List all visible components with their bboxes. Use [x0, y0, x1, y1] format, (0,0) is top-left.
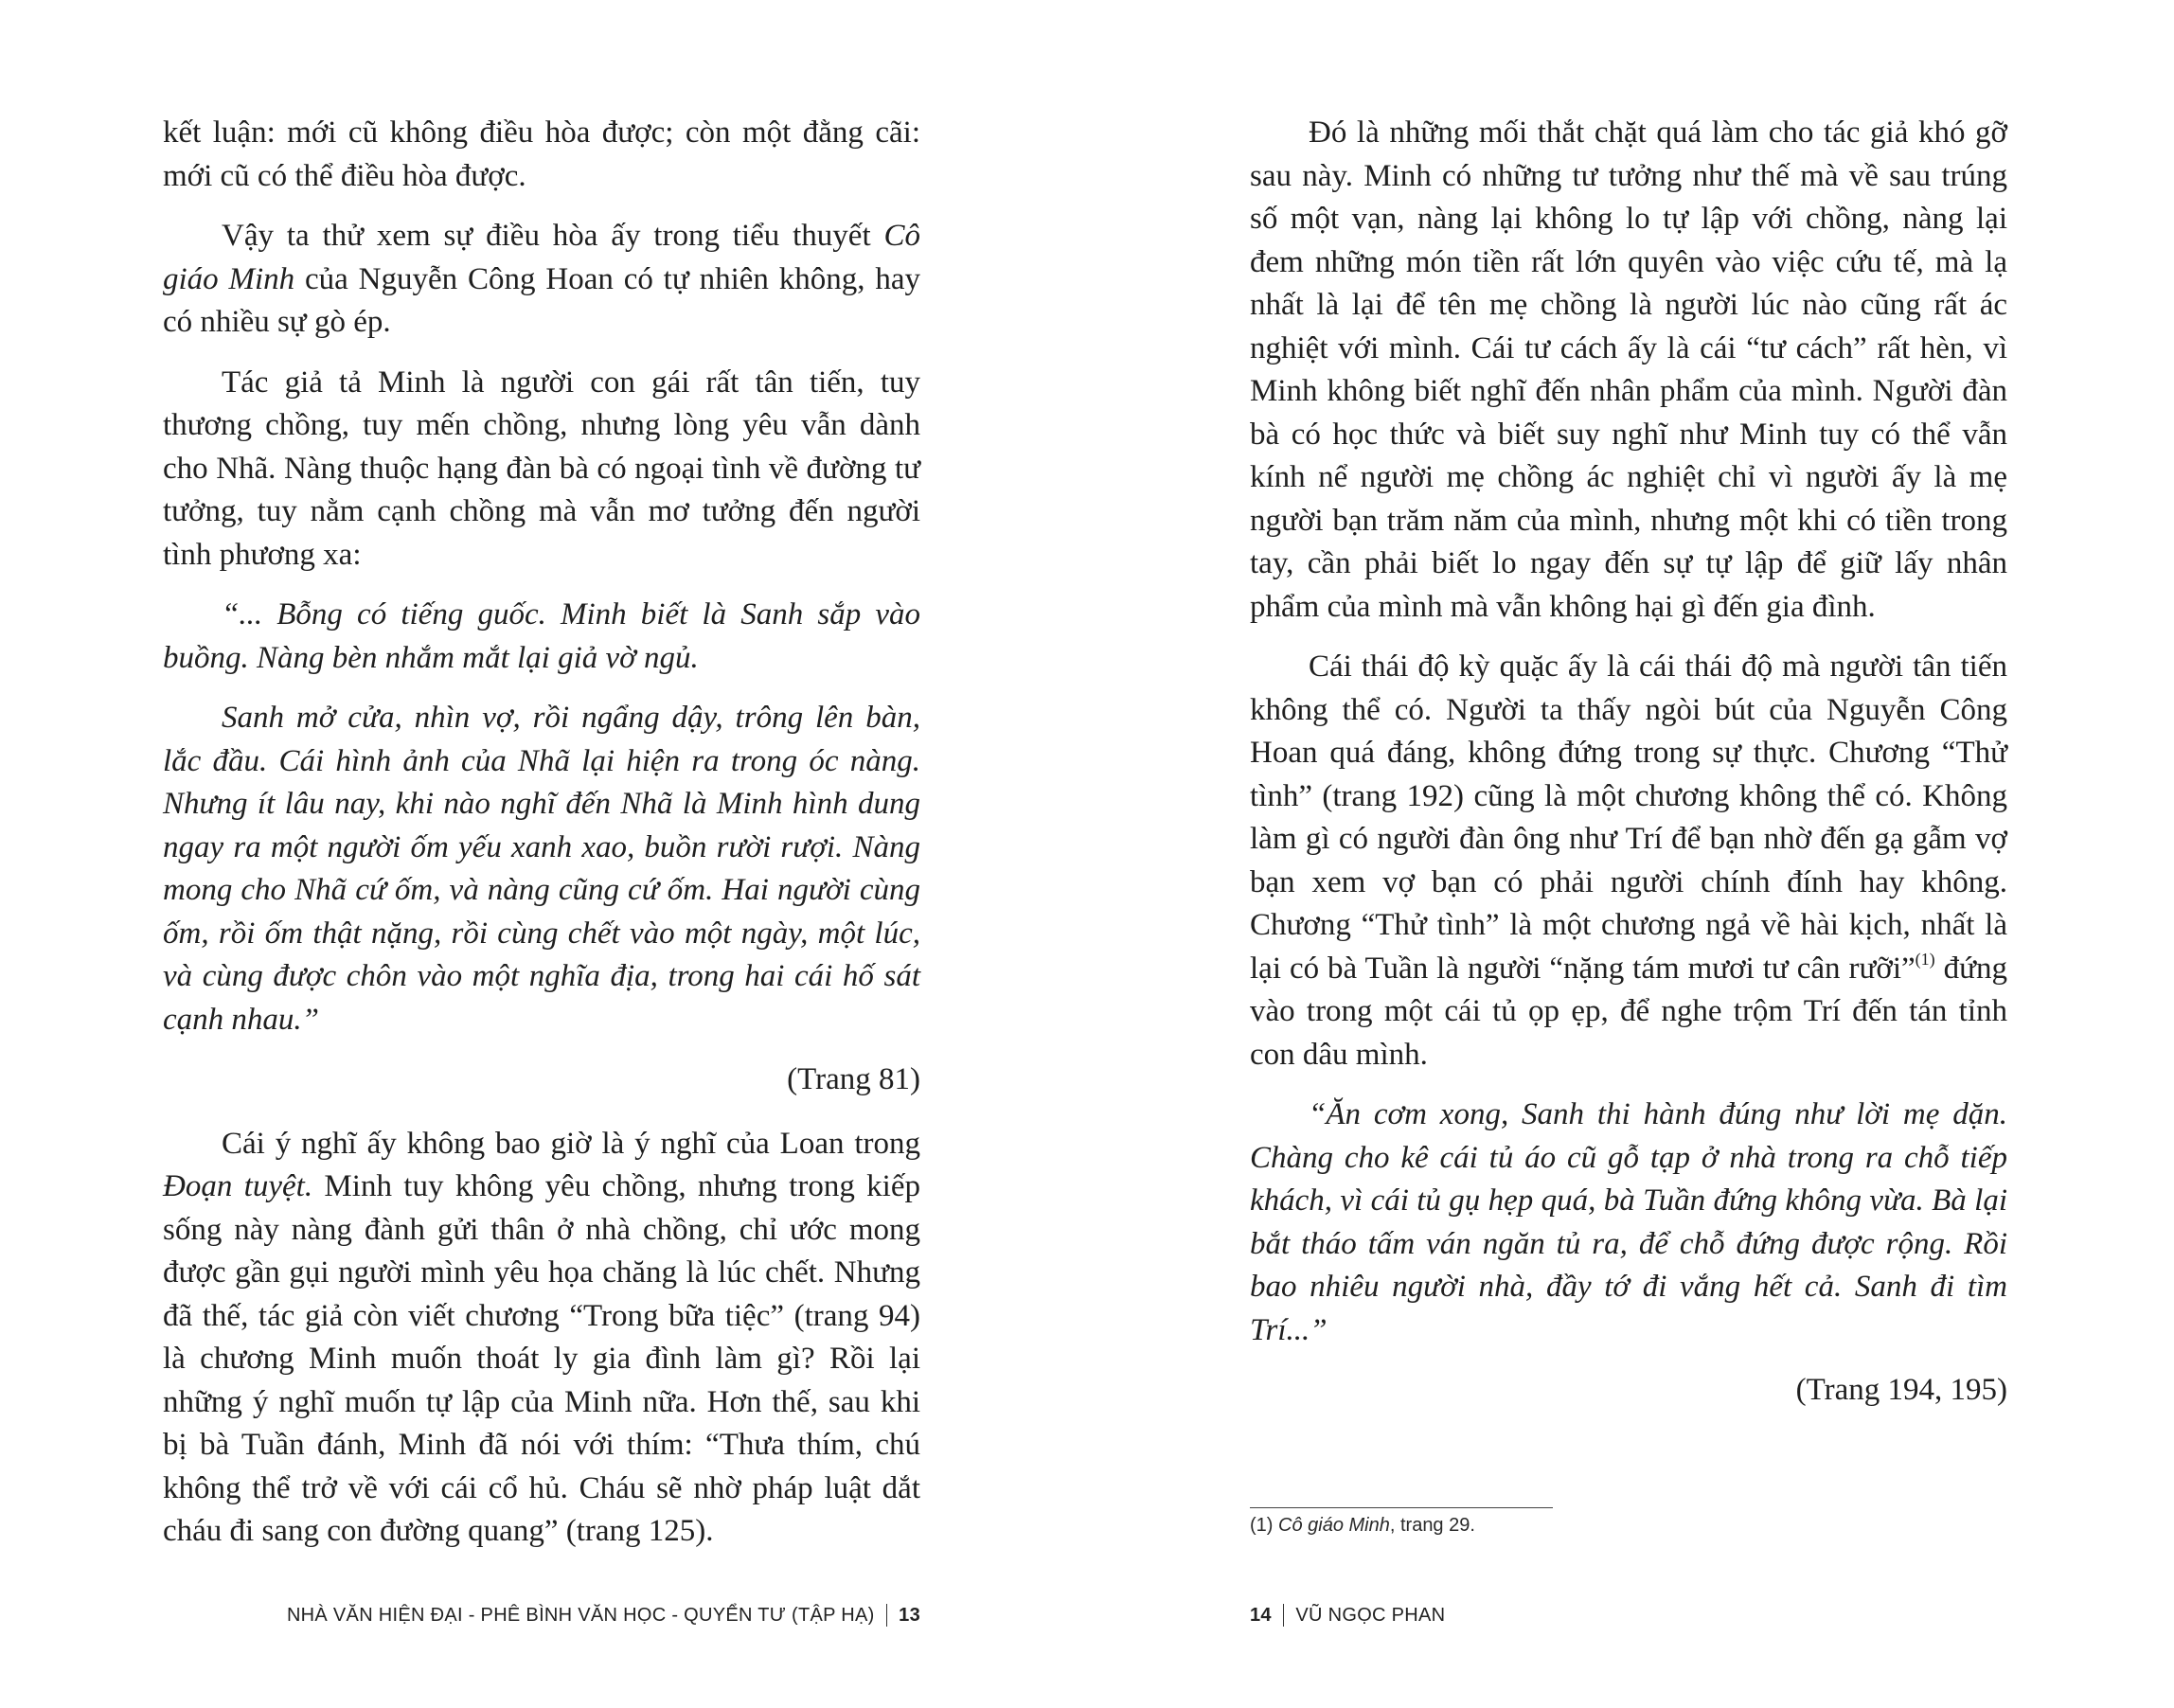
running-head-title: NHÀ VĂN HIỆN ĐẠI - PHÊ BÌNH VĂN HỌC - QUYỂN TƯ (TẬP HẠ): [286, 1604, 875, 1626]
footnote-rest: , trang 29.: [1389, 1515, 1475, 1536]
body-paragraph: Đó là những mối thắt chặt quá làm cho tác giả khó gỡ sau này. Minh có những tư tưởng như thế mà về sau trúng số một vạn, nàng lại không lo tự lập với chồng, nàng lại đem những món tiền rất lớn quyên vào việc cứu tế, mà lạ nhất là lại để tên mẹ chồng là người lúc nào cũng rất ác nghiệt với mình. Cái tư cách ấy là cái “tư cách” rất hèn, vì Minh không biết nghĩ đến nhân phẩm của mình. Người đàn bà có học thức và biết suy nghĩ như Minh tuy có thể vẫn kính nể người mẹ chồng ác nghiệt chỉ vì người ấy là mẹ người bạn trăm năm của mình, nhưng một khi có tiền trong tay, cần phải biết lo ngay đến sự tự lập để giữ lấy nhân phẩm của mình mà vẫn không hại gì đến gia đình.: [1250, 116, 2007, 624]
left-page-body: [163, 112, 920, 1571]
page-number: 14: [1250, 1604, 1272, 1626]
quote-paragraph: “... Bỗng có tiếng guốc. Minh biết là Sanh sắp vào buồng. Nàng bèn nhắm mắt lại giả vờ ngủ.: [163, 597, 920, 675]
quote-paragraph: Sanh mở cửa, nhìn vợ, rồi ngẩng dậy, trông lên bàn, lắc đầu. Cái hình ảnh của Nhã lại hiện ra trong óc nàng. Nhưng ít lâu nay, khi nào nghĩ đến Nhã là Minh hình dung ngay ra một người ốm yếu xanh xao, buồn rười rượi. Nàng mong cho Nhã cứ ốm, và nàng cũng cứ ốm. Hai người cùng ốm, rồi ốm thật nặng, rồi cùng chết vào một ngày, một lúc, và cùng được chôn vào một nghĩa địa, trong hai cái hố sát cạnh nhau.”: [163, 701, 920, 1037]
footer-divider: [1283, 1604, 1285, 1627]
italic-title: Đoạn tuyệt.: [163, 1169, 313, 1203]
body-paragraph: [163, 1123, 920, 1554]
footnote-rule: [1250, 1507, 1553, 1508]
footer-divider: [886, 1604, 888, 1627]
text-run: Vậy ta thử xem sự điều hòa ấy trong tiểu thuyết: [222, 219, 884, 253]
footnote-title: Cô giáo Minh: [1278, 1515, 1390, 1536]
text-run: đứng vào trong một cái tủ ọp ẹp, để nghe trộm Trí đến tán tỉnh con dâu mình.: [1250, 951, 2008, 1072]
text-run: của Nguyễn Công Hoan có tự nhiên không, hay có nhiều sự gò ép.: [163, 261, 920, 339]
quote-paragraph: “Ăn cơm xong, Sanh thi hành đúng như lời mẹ dặn. Chàng cho kê cái tủ áo cũ gỗ tạp ở nhà trong ra chỗ tiếp khách, vì cái tủ gụ hẹp quá, bà Tuần đứng không vừa. Bà lại bắt tháo tấm ván ngăn tủ ra, để chỗ đứng được rộng. Rồi bao nhiêu người nhà, đầy tớ đi vắng hết cả. Sanh đi tìm Trí...”: [1250, 1097, 2007, 1347]
running-head-author: VŨ NGỌC PHAN: [1295, 1604, 1446, 1626]
footnote: [1250, 1515, 1475, 1537]
footnote-ref: (1): [1915, 949, 1935, 969]
right-running-footer: [1250, 1604, 1445, 1627]
body-paragraph: [163, 215, 920, 345]
left-running-footer: [287, 1604, 920, 1627]
page-number: 13: [899, 1604, 920, 1626]
page-reference: (Trang 194, 195): [1795, 1373, 2007, 1407]
page-reference: (Trang 81): [787, 1062, 920, 1096]
body-paragraph: kết luận: mới cũ không điều hòa được; còn một đằng cãi: mới cũ có thể điều hòa được.: [163, 116, 920, 193]
left-page: [163, 0, 920, 1708]
italic-title: Cô giáo Minh: [163, 219, 920, 296]
text-run: Minh tuy không yêu chồng, nhưng trong kiếp sống này nàng đành gửi thân ở nhà chồng, chỉ ước mong được gần gụi người mình yêu họa chăng là lúc chết. Nhưng đã thế, tác giả còn viết chương “Trong bữa tiệc” (trang 94) là chương Minh muốn thoát ly gia đình làm gì? Rồi lại những ý nghĩ muốn tự lập của Minh nữa. Hơn thế, sau khi bị bà Tuần đánh, Minh đã nói với thím: “Thưa thím, chú không thể trở về với cái cổ hủ. Cháu sẽ nhờ pháp luật dắt cháu đi sang con đường quang” (trang 125).: [163, 1169, 920, 1548]
right-page: [1250, 0, 2007, 1708]
body-paragraph: Tác giả tả Minh là người con gái rất tân tiến, tuy thương chồng, tuy mến chồng, nhưng lòng yêu vẫn dành cho Nhã. Nàng thuộc hạng đàn bà có ngoại tình về đường tư tưởng, tuy nằm cạnh chồng mà vẫn mơ tưởng đến người tình phương xa:: [163, 365, 920, 572]
text-run: Cái thái độ kỳ quặc ấy là cái thái độ mà người tân tiến không thể có. Người ta thấy ngòi bút của Nguyễn Công Hoan quá đáng, không đứng trong sự thực. Chương “Thử tình” (trang 192) cũng là một chương không thể có. Không làm gì có người đàn ông như Trí để bạn nhờ đến gạ gẫm vợ bạn xem vợ bạn có phải người chính đính hay không. Chương “Thử tình” là một chương ngả về hài kịch, nhất là lại có bà Tuần là người “nặng tám mươi tư cân rưỡi”: [1250, 649, 2007, 986]
footnote-marker: (1): [1250, 1515, 1274, 1536]
text-run: Cái ý nghĩ ấy không bao giờ là ý nghĩ của Loan trong: [222, 1126, 920, 1161]
right-page-body: [1250, 112, 2007, 1433]
body-paragraph: [1250, 646, 2007, 1076]
